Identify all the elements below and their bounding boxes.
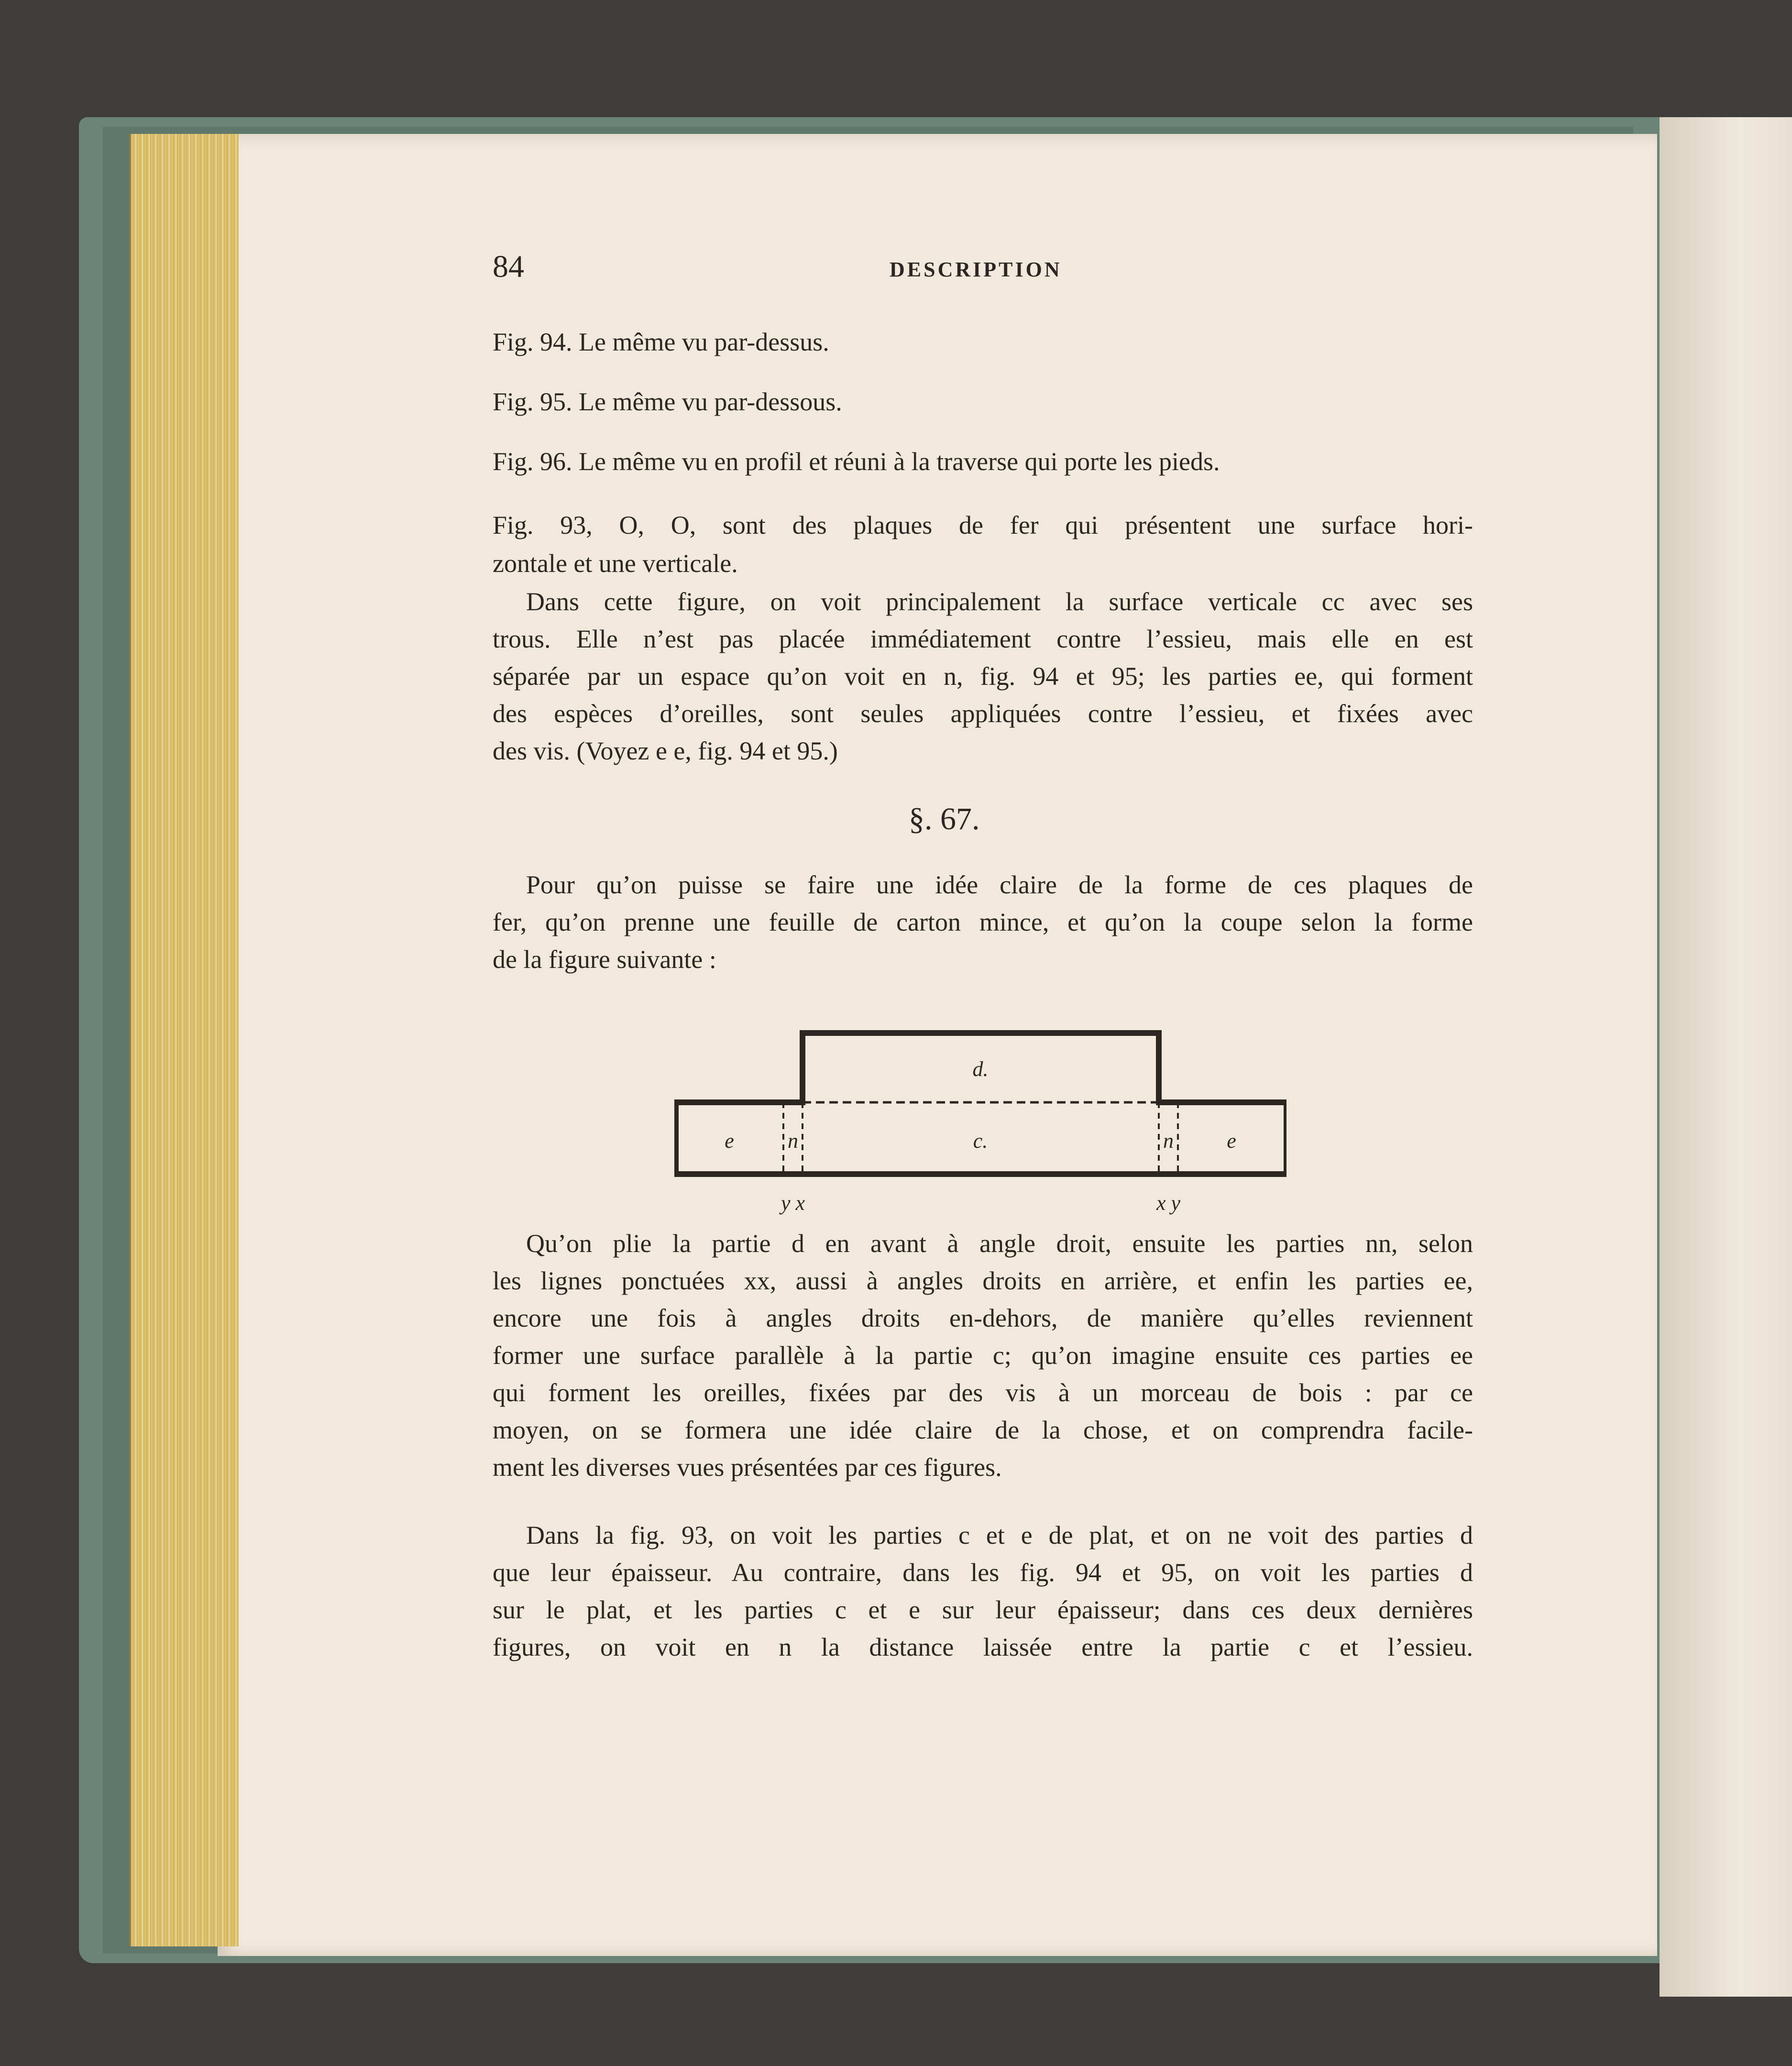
fig-94-caption: Fig. 94. Le même vu par-dessus. [493, 328, 829, 356]
fig-96-caption: Fig. 96. Le même vu en profil et réuni à la traverse qui porte les pieds. [493, 447, 1220, 476]
section-heading: §. 67. [909, 802, 980, 836]
paragraph-line: fer, qu’on prenne une feuille de carton mince, et qu’on la coupe selon la forme [493, 908, 1473, 936]
paragraph-line: des espèces d’oreilles, sont seules appliquées contre l’essieu, et fixées avec [493, 699, 1473, 728]
paragraph-line: encore une fois à angles droits en-dehors, de manière qu’elles reviennent [493, 1304, 1473, 1332]
label-d: d. [972, 1057, 989, 1081]
page-edges [129, 134, 239, 1946]
paragraph-line: ment les diverses vues présentées par ces figures. [493, 1453, 1002, 1482]
paragraph-line: des vis. (Voyez e e, fig. 94 et 95.) [493, 736, 838, 765]
paragraph-line: Dans la fig. 93, on voit les parties c et e de plat, et on ne voit des parties d [526, 1521, 1473, 1550]
paragraph-line: Pour qu’on puisse se faire une idée claire de la forme de ces plaques de [526, 870, 1473, 899]
running-title: DESCRIPTION [890, 258, 1062, 281]
paragraph-line: moyen, on se formera une idée claire de la chose, et on comprendra facile- [493, 1416, 1473, 1444]
paragraph-line: sur le plat, et les parties c et e sur leur épaisseur; dans ces deux dernières [493, 1595, 1473, 1624]
paragraph-line: zontale et une verticale. [493, 549, 738, 578]
label-e-right: e [1227, 1129, 1236, 1153]
paragraph-line: Dans cette figure, on voit principalement la surface verticale cc avec ses [526, 587, 1473, 616]
paragraph-line: former une surface parallèle à la partie c; qu’on imagine ensuite ces parties ee [493, 1341, 1473, 1370]
paragraph-line: séparée par un espace qu’on voit en n, fig. 94 et 95; les parties ee, qui forment [493, 662, 1473, 691]
paragraph-line: figures, on voit en n la distance laissée entre la partie c et l’essieu. [493, 1633, 1473, 1661]
label-c: c. [973, 1129, 988, 1153]
page-header [493, 249, 1473, 287]
page-content [493, 249, 1473, 1683]
label-x-y: x y [1156, 1191, 1181, 1215]
fig-95-caption: Fig. 95. Le même vu par-dessous. [493, 387, 842, 416]
folding-diagram [674, 1019, 1286, 1224]
label-n-left: n [788, 1129, 798, 1153]
paragraph-line: Fig. 93, O, O, sont des plaques de fer qui présentent une surface hori- [493, 511, 1473, 539]
label-y-x: y x [781, 1191, 805, 1215]
paragraph-line: que leur épaisseur. Au contraire, dans les fig. 94 et 95, on voit les parties d [493, 1558, 1473, 1587]
label-n-right: n [1163, 1129, 1174, 1153]
paragraph-line: de la figure suivante : [493, 945, 716, 974]
paragraph-line: trous. Elle n’est pas placée immédiatement contre l’essieu, mais elle en est [493, 625, 1473, 653]
label-e-left: e [725, 1129, 734, 1153]
page-number: 84 [493, 249, 524, 284]
paragraph-line: les lignes ponctuées xx, aussi à angles droits en arrière, et enfin les parties ee, [493, 1266, 1473, 1295]
paragraph-line: qui forment les oreilles, fixées par des vis à un morceau de bois : par ce [493, 1378, 1473, 1407]
facing-page [1660, 117, 1792, 1997]
paragraph-line: Qu’on plie la partie d en avant à angle droit, ensuite les parties nn, selon [526, 1229, 1473, 1258]
